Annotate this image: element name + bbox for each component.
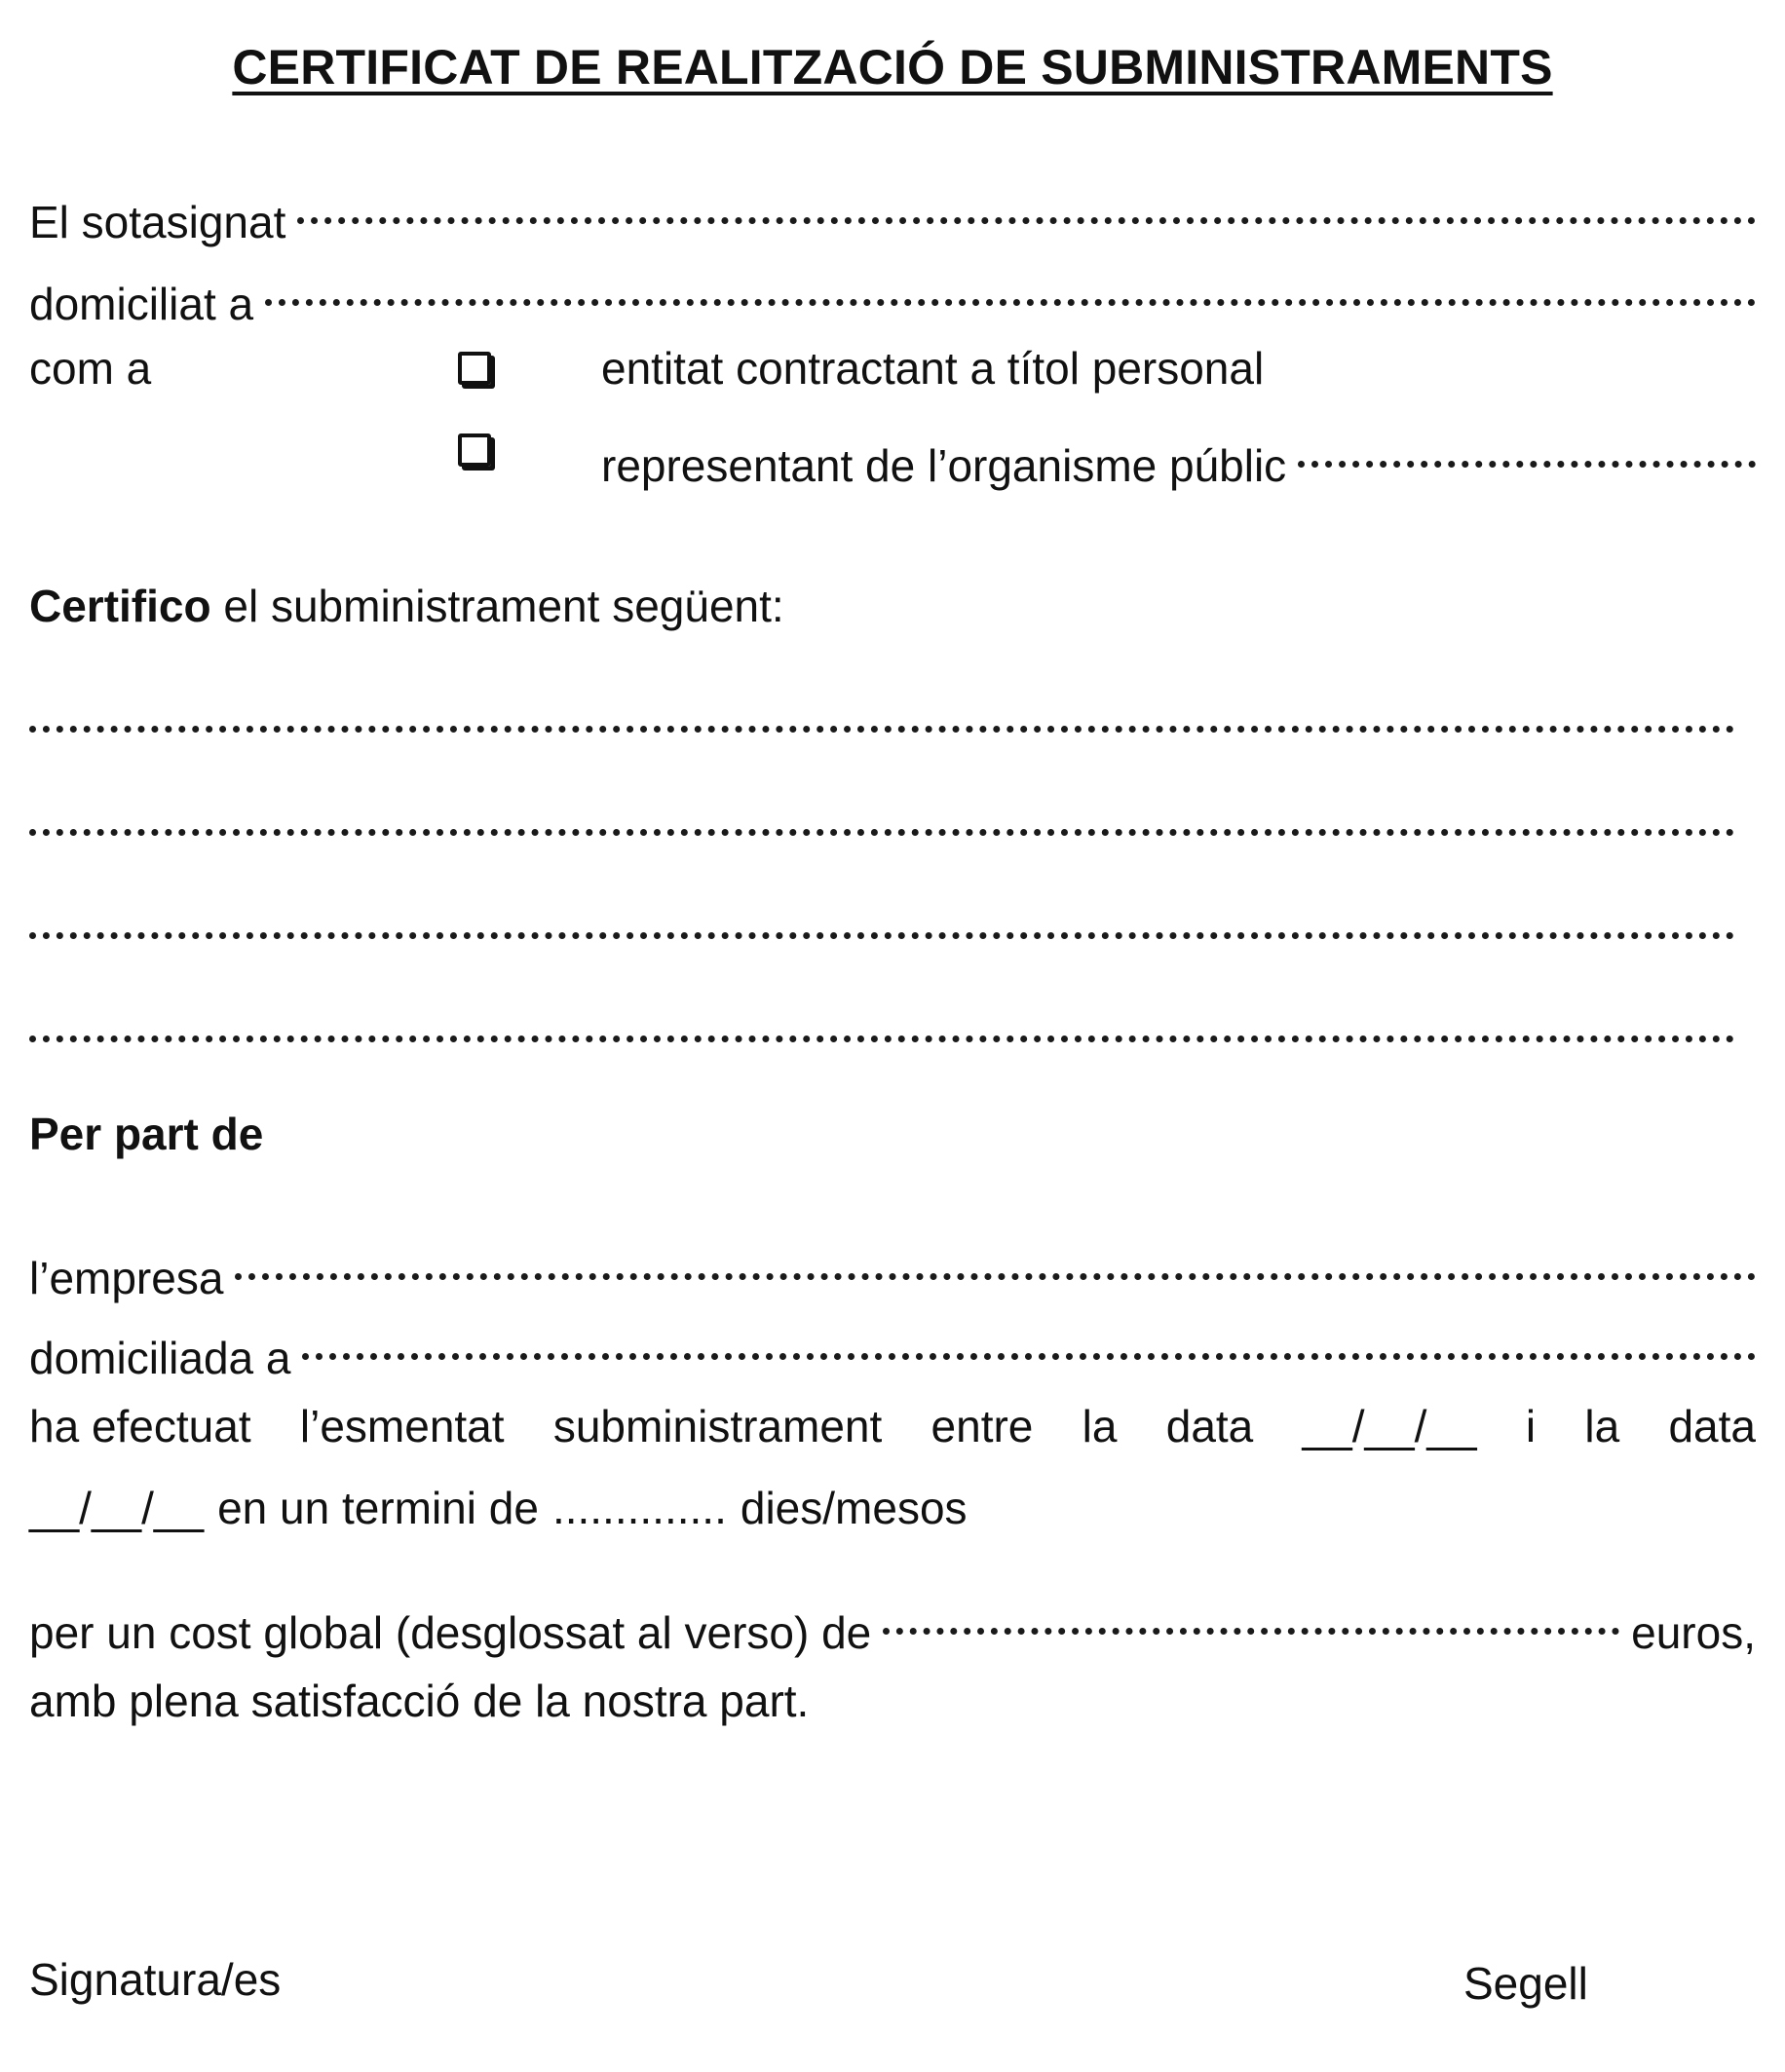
period-word: data	[1668, 1401, 1756, 1451]
period-word: la	[1584, 1401, 1620, 1451]
personal-option-label: entitat contractant a títol personal	[601, 343, 1265, 394]
company-address-label: domiciliada a	[29, 1333, 291, 1383]
role-option-personal-label	[601, 337, 1264, 399]
public-option-label: representant de l’organisme públic	[601, 440, 1287, 491]
certify-text: el subministrament següent:	[210, 581, 784, 631]
signer-name-field[interactable]	[297, 175, 1756, 238]
period-word: l’esmentat	[299, 1401, 505, 1451]
role-option-public[interactable]	[458, 419, 491, 481]
by-heading-row	[29, 1103, 1756, 1165]
signer-name-label: El sotasignat	[29, 197, 286, 247]
company-address-row	[29, 1311, 1756, 1383]
supply-description-field-2[interactable]	[29, 787, 1734, 849]
public-checkbox[interactable]	[458, 433, 491, 467]
start-date-field[interactable]: __/__/__	[1302, 1401, 1477, 1451]
supply-description-field-1[interactable]	[29, 684, 1734, 746]
signer-name-row	[29, 175, 1756, 247]
cost-field[interactable]	[883, 1586, 1619, 1648]
role-option-personal[interactable]	[458, 337, 491, 399]
role-option-public-row	[601, 419, 1756, 491]
period-word: la	[1082, 1401, 1118, 1451]
term-unit: dies/mesos	[740, 1483, 968, 1533]
signer-address-field[interactable]	[265, 257, 1756, 320]
term-field[interactable]: ..............	[551, 1483, 727, 1533]
seal-label: Segell	[1463, 1958, 1588, 2009]
period-word: subministrament	[552, 1401, 883, 1451]
term-prefix: en un termini de	[217, 1483, 539, 1533]
company-address-field[interactable]	[302, 1311, 1756, 1374]
supply-description-line-2[interactable]	[29, 787, 1734, 849]
document-title: CERTIFICAT DE REALITZACIÓ DE SUBMINISTRAMENTS	[232, 40, 1553, 94]
cost-row	[29, 1586, 1756, 1658]
end-date-field[interactable]: __/__/__	[29, 1483, 205, 1533]
supply-description-field-4[interactable]	[29, 994, 1734, 1056]
cost-suffix: euros,	[1631, 1607, 1756, 1658]
closing-row	[29, 1670, 1756, 1732]
by-heading: Per part de	[29, 1109, 264, 1159]
supply-description-line-4[interactable]	[29, 994, 1734, 1056]
company-name-field[interactable]	[235, 1231, 1756, 1294]
period-row	[29, 1395, 1756, 1457]
personal-checkbox[interactable]	[458, 352, 491, 385]
term-row	[29, 1477, 1756, 1539]
signer-address-row	[29, 257, 1756, 329]
supply-description-line-1[interactable]	[29, 684, 1734, 746]
period-word: i	[1525, 1401, 1537, 1451]
period-word: ha efectuat	[29, 1401, 251, 1451]
period-word: entre	[930, 1401, 1034, 1451]
signer-address-label: domiciliat a	[29, 279, 254, 329]
role-row	[29, 337, 151, 399]
cost-prefix: per un cost global (desglossat al verso) de	[29, 1607, 872, 1658]
supply-description-field-3[interactable]	[29, 890, 1734, 953]
certify-row	[29, 575, 1756, 637]
supply-description-line-3[interactable]	[29, 890, 1734, 953]
closing-text: amb plena satisfacció de la nostra part.	[29, 1676, 810, 1726]
company-name-row	[29, 1231, 1756, 1303]
signatures-label: Signatura/es	[29, 1954, 282, 2005]
role-label: com a	[29, 343, 152, 394]
certify-bold: Certifico	[29, 581, 211, 631]
period-word: data	[1165, 1401, 1254, 1451]
public-body-field[interactable]	[1298, 419, 1756, 481]
company-name-label: l’empresa	[29, 1253, 224, 1303]
